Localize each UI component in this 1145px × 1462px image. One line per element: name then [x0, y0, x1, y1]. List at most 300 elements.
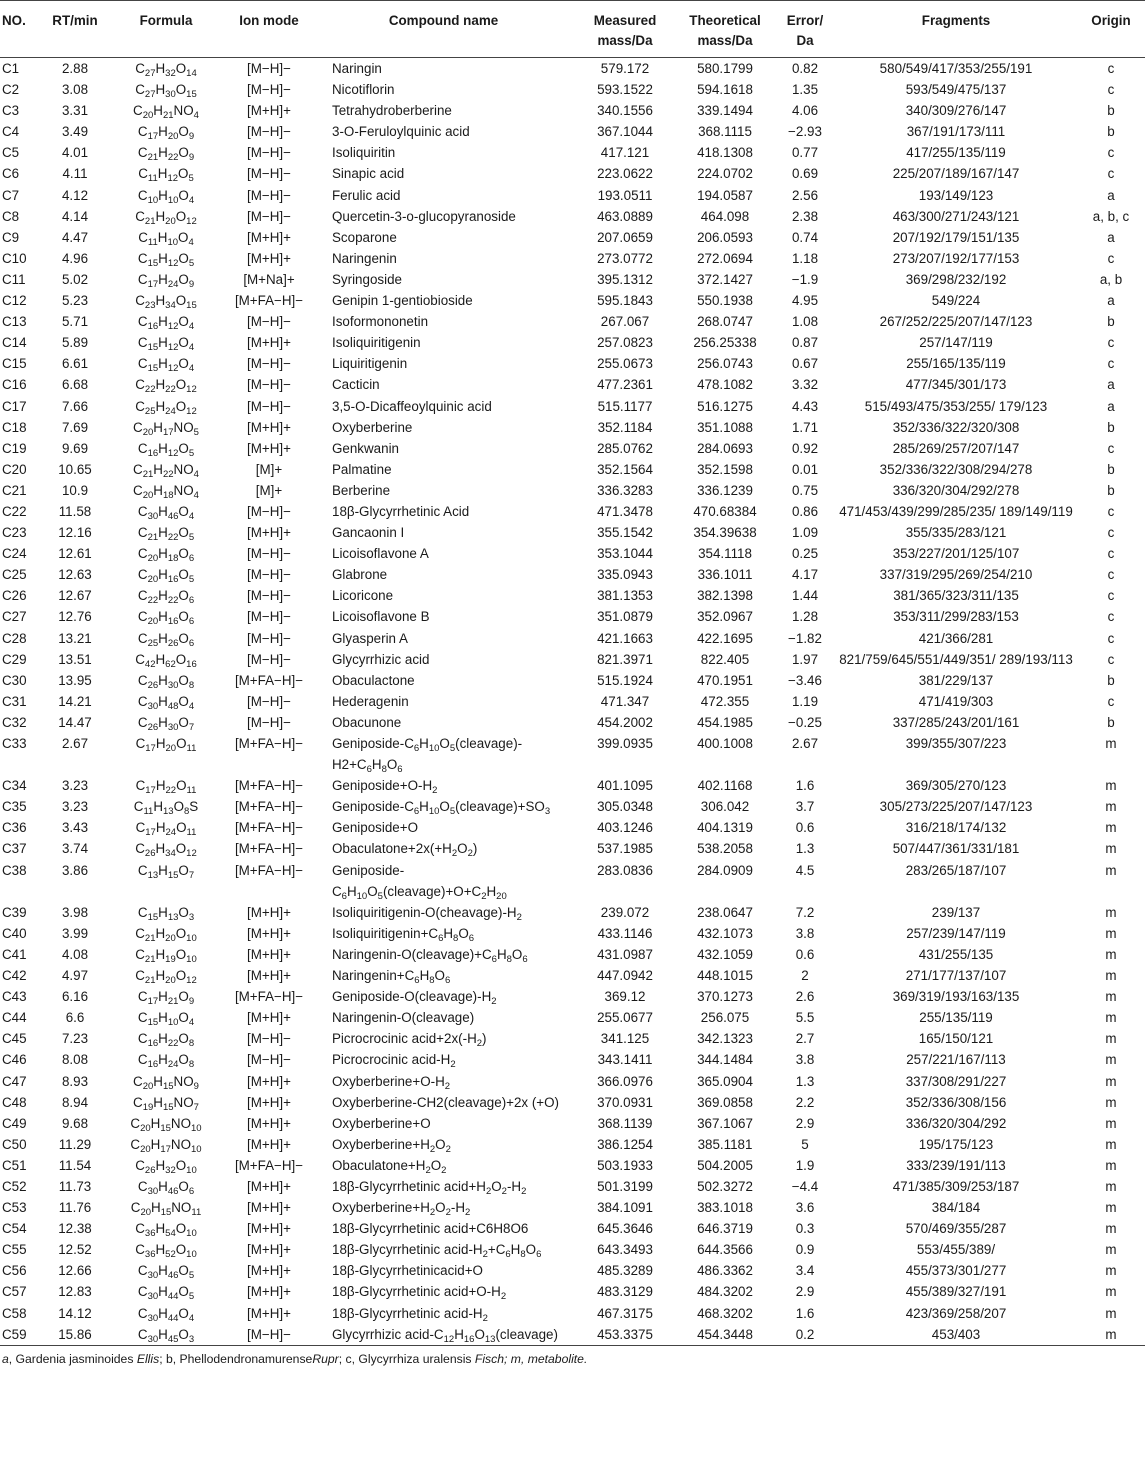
cell-theoretical-mass: 352.0967 — [697, 609, 753, 625]
cell-compound-name: Glycyrrhizic acid-$C_{12}H_{16}O_{13}(cleavage)$ — [332, 1326, 558, 1345]
cell-no: C45 — [2, 1031, 27, 1047]
cell-theoretical-mass: 354.1118 — [698, 546, 752, 562]
table-row — [0, 944, 1145, 965]
cell-rt: 11.73 — [58, 1178, 92, 1194]
cell-formula: $C_{16}H_{12}O_5$ — [137, 440, 195, 459]
cell-error: 0.6 — [795, 946, 815, 962]
cell-no: C26 — [2, 588, 27, 604]
table-row — [0, 712, 1145, 733]
cell-error: 1.97 — [791, 651, 819, 667]
cell-no: C11 — [2, 271, 26, 287]
cell-measured-mass: 471.3478 — [597, 503, 653, 519]
cell-measured-mass: 471.347 — [600, 693, 650, 709]
table-row — [0, 100, 1145, 121]
cell-compound-name: Licoisoflavone B — [332, 609, 430, 625]
cell-rt: 4.97 — [61, 968, 89, 984]
cell-formula: $C_{21}H_{20}O_{12}$ — [135, 968, 197, 987]
cell-compound-name: Geniposide-$C_6H_{10}O_5(cleavage)+SO_3$ — [332, 799, 551, 818]
cell-ion-mode: [M+FA−H]− — [234, 799, 304, 815]
cell-fragments: 471/453/439/299/285/235/ 189/149/119 — [839, 503, 1073, 519]
cell-origin: m — [1105, 736, 1117, 751]
table-row — [0, 817, 1145, 838]
cell-compound-name: Picrocrocinic $acid+2x(-H_2)$ — [332, 1031, 487, 1050]
cell-theoretical-mass: 342.1323 — [697, 1031, 753, 1047]
table-row — [0, 290, 1145, 311]
cell-ion-mode: [M+H]+ — [247, 229, 291, 245]
cell-compound-name: 18β-Glycyrrhetinicacid+O — [332, 1263, 483, 1279]
cell-ion-mode: [M−H]− — [247, 1326, 291, 1342]
cell-formula: $C_{30}H_{44}O_4$ — [137, 1305, 195, 1324]
cell-rt: 11.29 — [58, 1136, 92, 1152]
cell-rt: 3.08 — [61, 82, 89, 98]
cell-fragments: 340/309/276/147 — [905, 103, 1007, 119]
cell-fragments: 553/455/389/ — [916, 1242, 996, 1258]
cell-ion-mode: [M+FA−H]− — [234, 989, 304, 1005]
cell-fragments: 336/320/304/292 — [905, 1115, 1007, 1131]
cell-origin: b — [1107, 461, 1115, 477]
cell-error: 2.38 — [791, 208, 819, 224]
cell-origin: m — [1105, 925, 1117, 941]
cell-no: C56 — [2, 1263, 27, 1279]
cell-formula: $C_{26}H_{30}O_8$ — [137, 672, 195, 691]
cell-rt: 12.76 — [58, 609, 92, 625]
cell-no: C14 — [2, 335, 27, 351]
table-row — [0, 248, 1145, 269]
cell-rt: 7.66 — [61, 398, 89, 414]
cell-no: C29 — [2, 651, 27, 667]
cell-origin: c — [1107, 651, 1115, 667]
cell-formula: $C_{19}H_{15}NO_7$ — [133, 1094, 199, 1113]
cell-compound-name: $Oxyberberine+O-H_2$ — [332, 1073, 451, 1092]
cell-ion-mode: [M−H]− — [247, 124, 291, 140]
cell-ion-mode: [M+FA−H]− — [234, 672, 304, 688]
cell-formula: $C_{17}H_{24}O_9$ — [137, 271, 195, 290]
cell-measured-mass: 370.0931 — [597, 1094, 653, 1110]
cell-measured-mass: 267.067 — [600, 314, 650, 330]
cell-ion-mode: [M+H]+ — [247, 1221, 291, 1237]
cell-measured-mass: 447.0942 — [597, 968, 653, 984]
cell-no: C47 — [2, 1073, 27, 1089]
cell-formula: $C_{30}H_{46}O_6$ — [137, 1178, 195, 1197]
cell-theoretical-mass: 644.3566 — [697, 1242, 753, 1258]
cell-error: 0.2 — [795, 1326, 815, 1342]
cell-theoretical-mass: 336.1239 — [697, 482, 753, 498]
cell-compound-name: Obacunone — [332, 714, 402, 730]
cell-ion-mode: [M+H]+ — [247, 440, 291, 456]
cell-ion-mode: [M−H]− — [247, 145, 291, 161]
cell-ion-mode: [M+FA−H]− — [234, 820, 304, 836]
cell-no: C3 — [2, 103, 20, 119]
cell-formula: $C_{21}H_{20}O_{10}$ — [135, 925, 197, 944]
cell-ion-mode: [M+H]+ — [247, 1305, 291, 1321]
cell-no: C16 — [2, 377, 27, 393]
cell-measured-mass: 579.172 — [600, 61, 650, 76]
cell-error: 1.19 — [791, 693, 819, 709]
cell-measured-mass: 369.12 — [604, 989, 646, 1005]
table-row — [0, 142, 1145, 163]
header-col-no: NO. — [2, 13, 26, 28]
cell-ion-mode: [M+H]+ — [247, 1178, 291, 1194]
cell-compound-name: Syringoside — [332, 271, 402, 287]
cell-theoretical-mass: 369.0858 — [697, 1094, 753, 1110]
cell-ion-mode: [M+H]+ — [247, 1136, 291, 1152]
cell-ion-mode: [M−H]− — [247, 187, 291, 203]
footnote-c-text: ; c, Glycyrrhiza uralensis — [338, 1351, 475, 1366]
cell-fragments: 570/469/355/287 — [905, 1221, 1007, 1237]
cell-measured-mass: 366.0976 — [597, 1073, 653, 1089]
cell-error: 3.8 — [795, 925, 815, 941]
table-row — [0, 353, 1145, 374]
cell-formula: $C_{16}H_{24}O_8$ — [137, 1052, 195, 1071]
cell-no: C19 — [2, 440, 27, 456]
cell-ion-mode: [M+H]+ — [247, 1263, 291, 1279]
cell-ion-mode: [M−H]− — [247, 567, 291, 583]
cell-origin: c — [1107, 525, 1115, 541]
cell-error: 1.71 — [791, 419, 819, 435]
table-row — [0, 480, 1145, 501]
cell-rt: 5.02 — [61, 271, 89, 287]
cell-formula: $C_{26}H_{34}O_{12}$ — [135, 841, 197, 860]
cell-no: C4 — [2, 124, 20, 140]
cell-origin: c — [1107, 356, 1115, 372]
cell-fragments: 453/403 — [931, 1326, 981, 1342]
cell-no: C32 — [2, 714, 27, 730]
cell-no: C44 — [2, 1010, 27, 1026]
cell-formula: $C_{27}H_{32}O_{14}$ — [135, 61, 197, 79]
cell-origin: b — [1107, 124, 1115, 140]
cell-compound-name: $Obaculatone+2x(+H_2O_2)$ — [332, 841, 478, 860]
cell-no: C41 — [2, 946, 27, 962]
table-row — [0, 121, 1145, 142]
cell-formula: $C_{15}H_{13}O_3$ — [137, 904, 195, 923]
footnote-m-text: ; m, metabolite. — [504, 1351, 588, 1366]
cell-compound-name: Quercetin-3-o-glucopyranoside — [332, 208, 516, 224]
cell-theoretical-mass: 372.1427 — [697, 271, 753, 287]
cell-error: 2.6 — [795, 989, 815, 1005]
cell-formula: $C_{16}H_{22}O_8$ — [137, 1031, 195, 1050]
cell-error: 2.67 — [791, 736, 819, 751]
cell-ion-mode: [M+H]+ — [247, 1242, 291, 1258]
table-row — [0, 1260, 1145, 1281]
cell-fragments: 423/369/258/207 — [905, 1305, 1007, 1321]
footnote-b-key: ; b, — [159, 1351, 180, 1366]
cell-ion-mode: [M+FA−H]− — [234, 736, 304, 751]
cell-fragments: 417/255/135/119 — [906, 145, 1006, 161]
cell-fragments: 369/319/193/163/135 — [892, 989, 1020, 1005]
cell-formula: $C_{20}H_{15}NO_{10}$ — [130, 1115, 202, 1134]
cell-measured-mass: 285.0762 — [597, 440, 653, 456]
cell-rt: 4.08 — [61, 946, 89, 962]
cell-theoretical-mass: 538.2058 — [697, 841, 753, 857]
cell-error: 2.2 — [795, 1094, 815, 1110]
cell-measured-mass: 645.3646 — [597, 1221, 653, 1237]
cell-no: C34 — [2, 778, 27, 794]
table-row — [0, 670, 1145, 691]
cell-ion-mode: [M+H]+ — [247, 103, 291, 119]
cell-rt: 5.89 — [61, 335, 89, 351]
cell-measured-mass: 454.2002 — [597, 714, 653, 730]
table-row — [0, 1134, 1145, 1155]
cell-compound-name: 18β-Glycyrrhetinic acid-$H_2$ — [332, 1305, 488, 1324]
cell-no: C38 — [2, 862, 27, 878]
cell-fragments: 353/311/299/283/153 — [893, 609, 1019, 625]
cell-ion-mode: [M−H]− — [247, 208, 291, 224]
table-row — [0, 396, 1145, 417]
cell-rt: 8.93 — [61, 1073, 89, 1089]
cell-compound-name: $Oxyberberine+H_2O_2-H_2$ — [332, 1200, 471, 1219]
cell-no: C30 — [2, 672, 27, 688]
cell-formula: $C_{17}H_{22}O_{11}$ — [135, 778, 197, 797]
cell-error: 0.9 — [795, 1242, 815, 1258]
cell-origin: m — [1105, 1031, 1117, 1047]
cell-origin: c — [1107, 693, 1115, 709]
table-row — [0, 733, 1145, 775]
cell-no: C24 — [2, 546, 27, 562]
cell-ion-mode: [M−H]− — [247, 166, 291, 182]
cell-theoretical-mass: 822.405 — [700, 651, 750, 667]
cell-ion-mode: [M+FA−H]− — [234, 778, 304, 794]
cell-measured-mass: 501.3199 — [597, 1178, 653, 1194]
cell-fragments: 821/759/645/551/449/351/ 289/193/113 — [839, 651, 1073, 667]
cell-rt: 11.54 — [58, 1157, 92, 1173]
cell-compound-name: Isoformononetin — [332, 314, 429, 330]
cell-error: 1.9 — [795, 1157, 815, 1173]
cell-ion-mode: [M−H]− — [247, 1031, 291, 1047]
cell-error: −4.4 — [791, 1178, 819, 1194]
table-row — [0, 1028, 1145, 1049]
cell-rt: 4.11 — [62, 166, 88, 182]
cell-measured-mass: 193.0511 — [597, 187, 653, 203]
cell-rt: 12.83 — [58, 1284, 92, 1300]
cell-formula: $C_{16}H_{12}O_4$ — [137, 314, 195, 333]
cell-theoretical-mass: 306.042 — [700, 799, 750, 815]
cell-origin: a — [1107, 229, 1115, 245]
cell-measured-mass: 343.1411 — [597, 1052, 653, 1068]
cell-rt: 6.61 — [61, 356, 89, 372]
cell-fragments: 255/135/119 — [919, 1010, 993, 1026]
header-col-theoretical-mass: Theoretical mass/Da — [689, 13, 761, 48]
cell-error: 2.56 — [791, 187, 819, 203]
cell-origin: m — [1105, 1010, 1117, 1026]
cell-compound-name: Palmatine — [332, 461, 392, 477]
cell-ion-mode: [M+H]+ — [247, 525, 291, 541]
cell-rt: 6.16 — [61, 989, 89, 1005]
cell-fragments: 580/549/417/353/255/191 — [879, 61, 1033, 76]
cell-error: 4.06 — [791, 103, 819, 119]
cell-measured-mass: 453.3375 — [597, 1326, 653, 1342]
cell-formula: $C_{30}H_{48}O_4$ — [137, 693, 195, 712]
cell-measured-mass: 341.125 — [600, 1031, 650, 1047]
cell-rt: 15.86 — [58, 1326, 92, 1342]
cell-no: C42 — [2, 968, 27, 984]
cell-ion-mode: [M−H]− — [247, 356, 291, 372]
cell-rt: 12.38 — [58, 1221, 92, 1237]
cell-fragments: 337/308/291/227 — [905, 1073, 1007, 1089]
cell-formula: $C_{20}H_{16}O_5$ — [137, 567, 195, 586]
cell-measured-mass: 207.0659 — [597, 229, 653, 245]
cell-rt: 13.51 — [58, 651, 92, 667]
cell-compound-name: Nicotiflorin — [332, 82, 395, 98]
cell-theoretical-mass: 486.3362 — [697, 1263, 753, 1279]
table-row — [0, 1092, 1145, 1113]
cell-formula: $C_{17}H_{24}O_{11}$ — [135, 820, 197, 839]
cell-ion-mode: [M+H]+ — [247, 946, 291, 962]
cell-rt: 12.63 — [58, 567, 92, 583]
cell-origin: m — [1105, 841, 1117, 857]
cell-origin: a — [1107, 293, 1115, 309]
cell-fragments: 225/207/189/167/147 — [892, 166, 1020, 182]
cell-compound-name: Geniposide- $C_6H_{10}O_5(cleavage)+O+C_2H_{20}$ — [332, 862, 507, 902]
cell-compound-name: Glabrone — [332, 567, 388, 583]
cell-fragments: 381/229/137 — [918, 672, 994, 688]
table-row — [0, 1176, 1145, 1197]
cell-fragments: 193/149/123 — [918, 187, 994, 203]
cell-theoretical-mass: 256.25338 — [693, 335, 757, 351]
cell-fragments: 337/319/295/269/254/210 — [879, 567, 1033, 583]
cell-origin: a, b, c — [1092, 208, 1130, 224]
cell-rt: 12.52 — [58, 1242, 92, 1258]
cell-formula: $C_{21}H_{19}O_{10}$ — [135, 946, 197, 965]
footnote-a-author: Ellis — [136, 1351, 160, 1366]
cell-formula: $C_{20}H_{15}NO_{11}$ — [130, 1200, 202, 1219]
cell-theoretical-mass: 402.1168 — [697, 778, 753, 794]
cell-measured-mass: 483.3129 — [597, 1284, 653, 1300]
cell-formula: $C_{21}H_{20}O_{12}$ — [135, 208, 197, 227]
cell-compound-name: Isoliquiritigenin — [332, 335, 421, 351]
header-col-measured-mass: Measured mass/Da — [593, 13, 657, 48]
cell-no: C48 — [2, 1094, 27, 1110]
cell-no: C7 — [2, 187, 20, 203]
cell-error: 0.92 — [791, 440, 819, 456]
cell-origin: m — [1105, 1326, 1117, 1342]
cell-error: 0.77 — [791, 145, 819, 161]
cell-compound-name: $Obaculatone+H_2O_2$ — [332, 1157, 447, 1176]
cell-origin: m — [1105, 968, 1117, 984]
cell-measured-mass: 503.1933 — [597, 1157, 653, 1173]
cell-measured-mass: 386.1254 — [597, 1136, 653, 1152]
cell-theoretical-mass: 454.3448 — [697, 1326, 753, 1342]
cell-error: 7.2 — [795, 904, 815, 920]
cell-compound-name: Isoliquiritin — [332, 145, 396, 161]
cell-formula: $C_{20}H_{21}NO_4$ — [133, 103, 199, 122]
cell-theoretical-mass: 256.075 — [700, 1010, 750, 1026]
cell-origin: m — [1105, 1157, 1117, 1173]
cell-compound-name: Picrocrocinic acid-$H_2$ — [332, 1052, 456, 1071]
cell-formula: $C_{27}H_{30}O_{15}$ — [135, 82, 197, 101]
cell-ion-mode: [M]+ — [255, 482, 283, 498]
table-row — [0, 1239, 1145, 1260]
cell-compound-name: $Geniposide+O-H_2$ — [332, 778, 438, 797]
cell-no: C20 — [2, 461, 27, 477]
cell-error: −1.82 — [788, 630, 822, 646]
cell-theoretical-mass: 418.1308 — [697, 145, 753, 161]
cell-error: 1.18 — [791, 250, 819, 266]
cell-error: −1.9 — [791, 271, 819, 287]
cell-formula: $C_{15}H_{12}O_4$ — [137, 335, 195, 354]
cell-formula: $C_{30}H_{46}O_4$ — [137, 503, 195, 522]
cell-fragments: 507/447/361/331/181 — [892, 841, 1020, 857]
cell-origin: m — [1105, 1242, 1117, 1258]
cell-fragments: 271/177/137/107 — [905, 968, 1007, 984]
cell-theoretical-mass: 504.2005 — [697, 1157, 753, 1173]
cell-theoretical-mass: 284.0693 — [697, 440, 753, 456]
cell-origin: b — [1107, 672, 1115, 688]
cell-ion-mode: [M+FA−H]− — [234, 862, 304, 878]
cell-measured-mass: 433.1146 — [597, 925, 653, 941]
cell-compound-name: 18β-Glycyrrhetinic Acid — [332, 503, 470, 519]
table-header — [0, 1, 1145, 58]
cell-theoretical-mass: 404.1319 — [697, 820, 753, 836]
cell-error: 1.28 — [791, 609, 819, 625]
cell-no: C6 — [2, 166, 20, 182]
cell-error: 2.7 — [795, 1031, 815, 1047]
cell-rt: 10.9 — [61, 482, 89, 498]
cell-origin: b — [1107, 314, 1115, 330]
cell-theoretical-mass: 448.1015 — [697, 968, 753, 984]
cell-ion-mode: [M−H]− — [247, 377, 291, 393]
cell-formula: $C_{20}H_{18}NO_4$ — [133, 482, 199, 501]
cell-formula: $C_{17}H_{20}O_9$ — [137, 124, 195, 143]
cell-measured-mass: 399.0935 — [597, 736, 653, 751]
cell-ion-mode: [M−H]− — [247, 630, 291, 646]
cell-measured-mass: 353.1044 — [597, 546, 653, 562]
cell-no: C50 — [2, 1136, 27, 1152]
cell-fragments: 165/150/121 — [918, 1031, 994, 1047]
cell-rt: 10.65 — [58, 461, 92, 477]
cell-compound-name: Naringenin-$O(cleavage)+C_6H_8O_6$ — [332, 946, 528, 965]
cell-compound-name: 3-O-Feruloylquinic acid — [332, 124, 470, 140]
cell-fragments: 239/137 — [931, 904, 981, 920]
cell-ion-mode: [M]+ — [255, 461, 283, 477]
table-row — [0, 585, 1145, 606]
table-row — [0, 58, 1145, 80]
cell-measured-mass: 467.3175 — [597, 1305, 653, 1321]
cell-origin: m — [1105, 946, 1117, 962]
cell-theoretical-mass: 580.1799 — [697, 61, 753, 76]
cell-compound-name: Naringenin — [332, 250, 397, 266]
cell-ion-mode: [M−H]− — [247, 503, 291, 519]
cell-formula: $C_{20}H_{16}O_6$ — [137, 609, 195, 628]
cell-theoretical-mass: 470.1951 — [697, 672, 753, 688]
cell-compound-name: Licoricone — [332, 588, 394, 604]
cell-theoretical-mass: 470.68384 — [693, 503, 757, 519]
cell-no: C9 — [2, 229, 20, 245]
cell-origin: c — [1107, 630, 1115, 646]
cell-rt: 11.58 — [58, 503, 92, 519]
cell-compound-name: Geniposide-$C_6H_{10}O_5(cleavage)-$ $H2+C_6H_8O_6$ — [332, 736, 523, 776]
cell-error: 3.8 — [795, 1052, 815, 1068]
cell-error: 1.09 — [791, 525, 819, 541]
cell-theoretical-mass: 194.0587 — [697, 187, 753, 203]
cell-theoretical-mass: 370.1273 — [697, 989, 753, 1005]
cell-theoretical-mass: 516.1275 — [697, 398, 753, 414]
table-row — [0, 965, 1145, 986]
cell-no: C39 — [2, 904, 27, 920]
cell-rt: 8.94 — [61, 1094, 89, 1110]
cell-rt: 3.43 — [61, 820, 89, 836]
cell-formula: $C_{17}H_{21}O_9$ — [137, 989, 195, 1008]
cell-compound-name: Obaculactone — [332, 672, 415, 688]
cell-error: 0.67 — [791, 356, 819, 372]
table-row — [0, 374, 1145, 395]
cell-rt: 11.76 — [58, 1200, 92, 1216]
cell-compound-name: Geniposide-$O(cleavage)-H_2$ — [332, 989, 497, 1008]
cell-no: C25 — [2, 567, 27, 583]
cell-error: 1.3 — [795, 841, 815, 857]
cell-origin: c — [1107, 588, 1115, 604]
cell-compound-name: Isoliquiritigenin-$O(cheavage)-H_2$ — [332, 904, 522, 923]
cell-theoretical-mass: 400.1008 — [697, 736, 753, 751]
